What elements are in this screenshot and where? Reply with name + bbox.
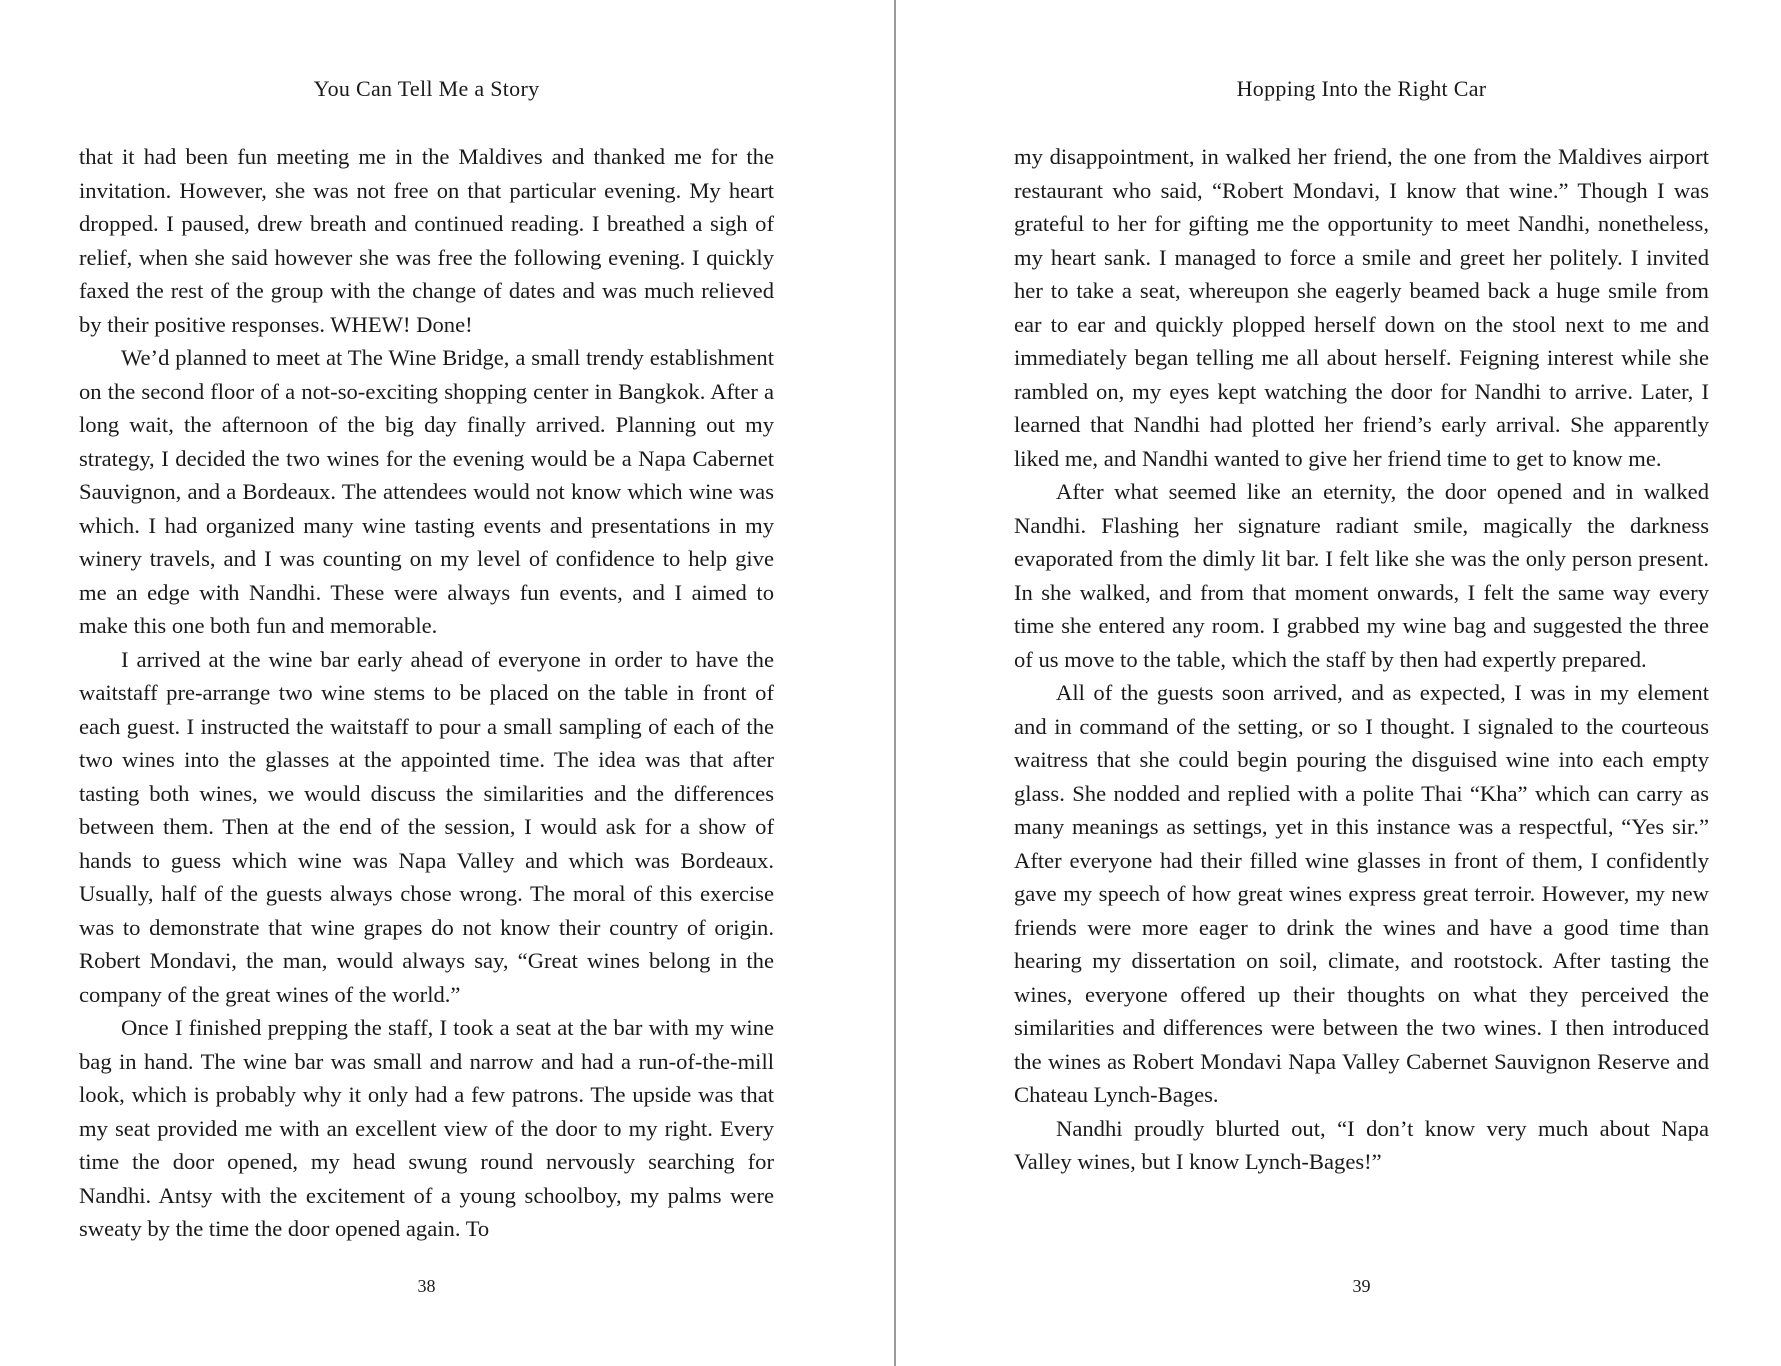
paragraph: We’d planned to meet at The Wine Bridge, a small trendy establishment on the second floor of a not-so-exciting shopping center in Bangkok. After a long wait, the afternoon of the big day finally arrived. Planning out my strategy, I decided the two wines for the evening would be a Napa Cabernet Sauvignon, and a Bordeaux. The attendees would not know which wine was which. I had organized many wine tasting events and presentations in my winery travels, and I was counting on my level of confidence to help give me an edge with Nandhi. These were always fun events, and I aimed to make this one both fun and memorable.	[79, 345, 774, 638]
left-page	[79, 0, 774, 1366]
page-gutter-divider	[894, 0, 896, 1366]
paragraph: After what seemed like an eternity, the door opened and in walked Nandhi. Flashing her signature radiant smile, magically the darkness evaporated from the dimly lit bar. I felt like she was the only person present. In she walked, and from that moment onwards, I felt the same way every time she entered any room. I grabbed my wine bag and suggested the three of us move to the table, which the staff by then had expertly prepared.	[1014, 479, 1709, 672]
paragraph: that it had been fun meeting me in the Maldives and thanked me for the invitation. However, she was not free on that particular evening. My heart dropped. I paused, drew breath and continued reading. I breathed a sigh of relief, when she said however she was free the following evening. I quickly faxed the rest of the group with the change of dates and was much relieved by their positive responses. WHEW! Done!	[79, 144, 774, 337]
paragraph: my disappointment, in walked her friend, the one from the Maldives airport restaurant who said, “Robert Mondavi, I know that wine.” Though I was grateful to her for gifting me the opportunity to meet Nandhi, nonetheless, my heart sank. I managed to force a smile and greet her politely. I invited her to take a seat, whereupon she eagerly beamed back a huge smile from ear to ear and quickly plopped herself down on the stool next to me and immediately began telling me all about herself. Feigning interest while she rambled on, my eyes kept watching the door for Nandhi to arrive. Later, I learned that Nandhi had plotted her friend’s early arrival. She apparently liked me, and Nandhi wanted to give her friend time to get to know me.	[1014, 144, 1709, 471]
paragraph: Nandhi proudly blurted out, “I don’t know very much about Napa Valley wines, but I know Lynch-Bages!”	[1014, 1115, 1709, 1174]
right-running-head: Hopping Into the Right Car	[1236, 76, 1487, 101]
paragraph: I arrived at the wine bar early ahead of everyone in order to have the waitstaff pre-arrange two wine stems to be placed on the table in front of each guest. I instructed the waitstaff to pour a small sampling of each of the two wines into the glasses at the appointed time. The idea was that after tasting both wines, we would discuss the similarities and the differences between them. Then at the end of the session, I would ask for a show of hands to guess which wine was Napa Valley and which was Bordeaux. Usually, half of the guests always chose wrong. The moral of this exercise was to demonstrate that wine grapes do not know their country of origin. Robert Mondavi, the man, would always say, “Great wines belong in the company of the great wines of the world.”	[79, 646, 774, 1007]
paragraph: Once I finished prepping the staff, I took a seat at the bar with my wine bag in hand. The wine bar was small and narrow and had a run-of-the-mill look, which is probably why it only had a few patrons. The upside was that my seat provided me with an excellent view of the door to my right. Every time the door opened, my head swung round nervously searching for Nandhi. Antsy with the excitement of a young schoolboy, my palms were sweaty by the time the door opened again. To	[79, 1015, 774, 1241]
right-page	[1014, 0, 1709, 1366]
right-body-text	[1014, 140, 1709, 1179]
paragraph: All of the guests soon arrived, and as expected, I was in my element and in command of the setting, or so I thought. I signaled to the courteous waitress that she could begin pouring the disguised wine into each empty glass. She nodded and replied with a polite Thai “Kha” which can carry as many meanings as settings, yet in this instance was a respectful, “Yes sir.” After everyone had their filled wine glasses in front of them, I confidently gave my speech of how great wines express great terroir. However, my new friends were more eager to drink the wines and have a good time than hearing my dissertation on soil, climate, and rootstock. After tasting the wines, everyone offered up their thoughts on what they perceived the similarities and differences were between the two wines. I then introduced the wines as Robert Mondavi Napa Valley Cabernet Sauvignon Reserve and Chateau Lynch-Bages.	[1014, 680, 1709, 1107]
left-body-text	[79, 140, 774, 1246]
left-running-head: You Can Tell Me a Story	[313, 76, 540, 101]
left-page-number: 38	[417, 1276, 436, 1296]
right-page-number: 39	[1352, 1276, 1371, 1296]
